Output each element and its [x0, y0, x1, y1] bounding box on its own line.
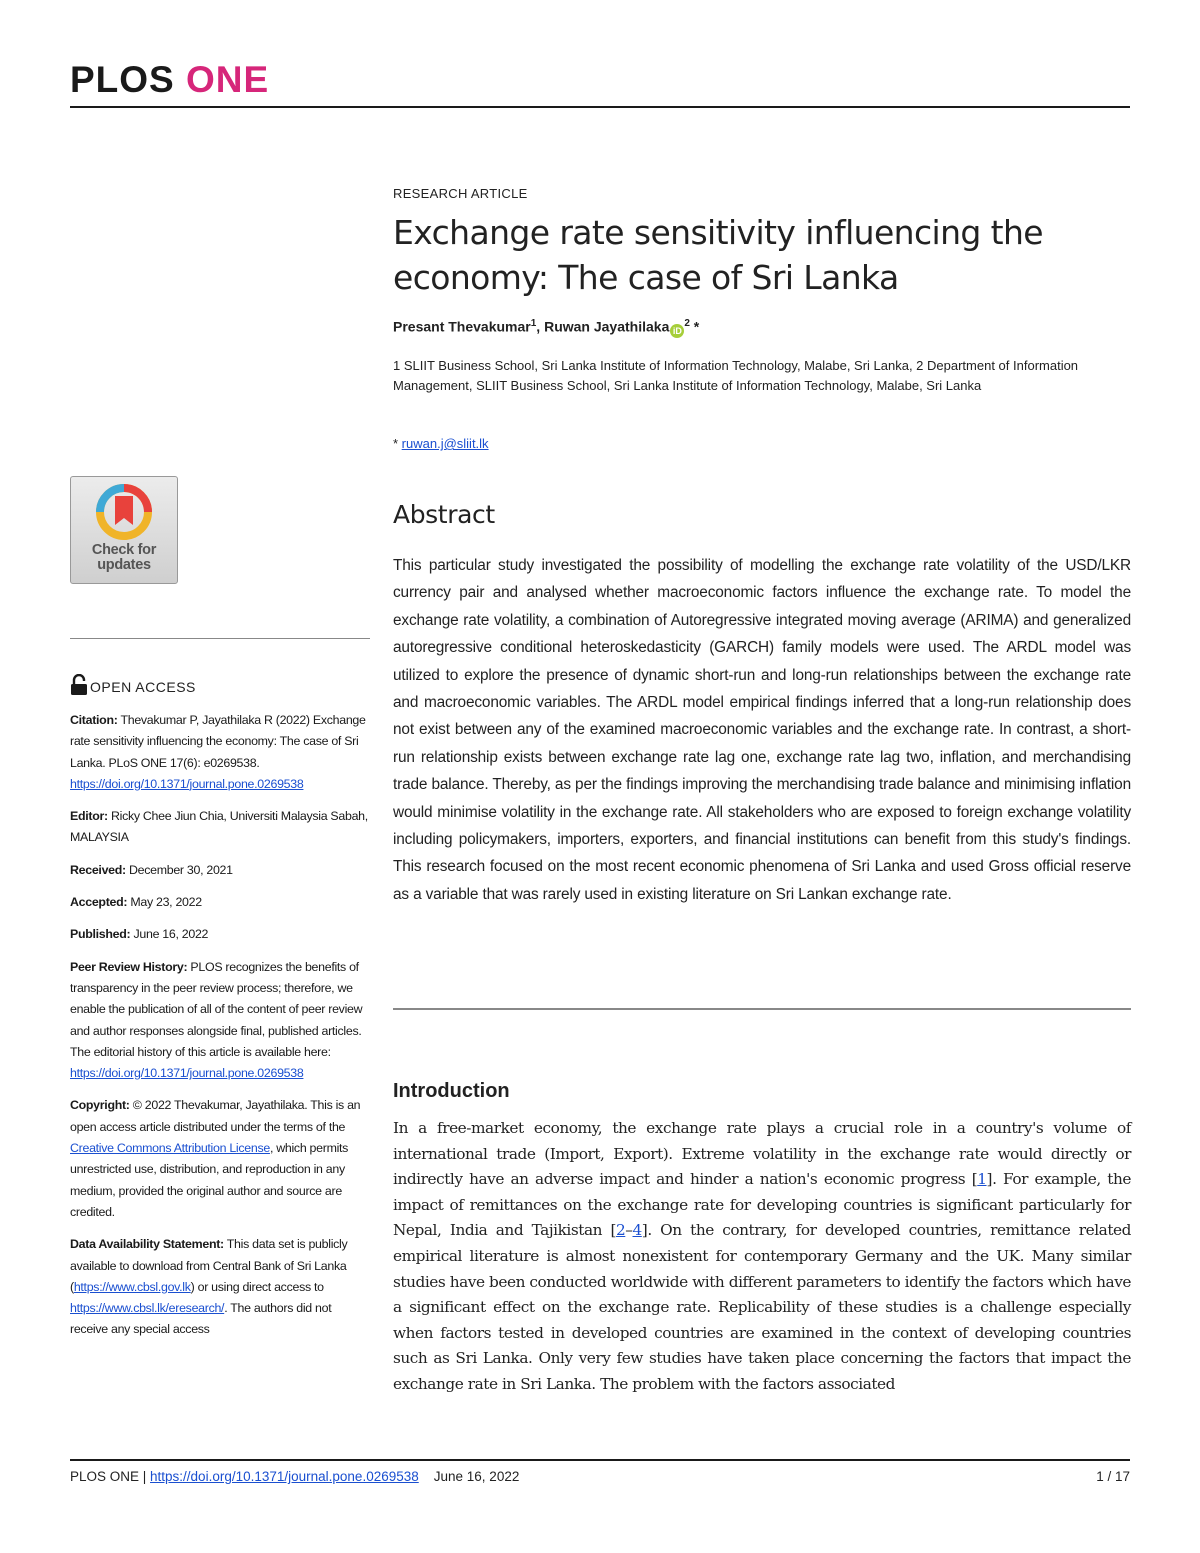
author-list: [393, 318, 699, 338]
check-line-1: Check for: [91, 542, 157, 558]
editor-label: Editor:: [70, 809, 108, 824]
author-name: Presant Thevakumar: [393, 318, 531, 335]
email-link[interactable]: ruwan.j@sliit.lk: [401, 436, 489, 451]
open-access-label: [70, 674, 196, 696]
data-availability-text: ) or using direct access to: [190, 1279, 324, 1294]
plos-one-logo: [70, 58, 269, 102]
intro-text-segment: In a free-market economy, the exchange rate plays a crucial role in a country's volume of international trade (Import, Export). Extreme volatility in the exchange rate would directly or indirectly have an adverse impact and hinder a nation's economic progress [: [393, 1119, 1131, 1189]
footer-divider: [70, 1459, 1130, 1461]
published-date: [70, 924, 370, 945]
logo-plos: PLOS: [70, 59, 175, 100]
footer-date: June 16, 2022: [433, 1469, 520, 1484]
header-divider: [70, 106, 1130, 108]
logo-one: ONE: [186, 59, 270, 100]
check-for-updates-label: [71, 543, 177, 573]
data-availability: [70, 1234, 370, 1340]
peer-review-label: Peer Review History:: [70, 959, 188, 974]
reference-link[interactable]: 4: [632, 1221, 642, 1240]
open-access-text: OPEN ACCESS: [90, 679, 196, 695]
citation-text: Thevakumar P, Jayathilaka R (2022) Exchange rate sensitivity influencing the economy: The case of Sri Lanka. PLoS ONE 17(6): e0269538.: [70, 713, 366, 770]
author-affil-marker: 2: [684, 318, 690, 329]
author-separator: ,: [536, 318, 545, 335]
open-lock-icon: [70, 674, 88, 696]
peer-review-text: PLOS recognizes the benefits of transparency in the peer review process; therefore, we enable the publication of all of the content of peer review and author responses alongside final, published articles. The editorial history of this article is available here:: [70, 959, 363, 1059]
introduction-text: [393, 1116, 1131, 1398]
article-metadata: [70, 710, 370, 1352]
check-for-updates-badge[interactable]: [70, 476, 178, 584]
received-label: Received:: [70, 862, 126, 877]
citation-doi-link[interactable]: https://doi.org/10.1371/journal.pone.0269538: [70, 776, 304, 791]
orcid-icon[interactable]: iD: [670, 324, 684, 338]
license-link[interactable]: Creative Commons Attribution License: [70, 1141, 270, 1156]
data-availability-text: This data set is publicly available to download from Central Bank of Sri Lanka (: [70, 1237, 348, 1294]
abstract-divider: [393, 1008, 1131, 1010]
peer-review-link[interactable]: https://doi.org/10.1371/journal.pone.0269538: [70, 1066, 304, 1081]
citation-label: Citation:: [70, 713, 118, 727]
accepted-date: [70, 892, 370, 913]
footer-journal: PLOS ONE |: [70, 1469, 151, 1484]
author-name: Ruwan Jayathilaka: [544, 318, 670, 335]
intro-text-segment: ]. For example, the impact of remittances on the exchange rate for developing countries is significant particularly for Nepal, India and Tajikistan [: [393, 1170, 1132, 1240]
accepted-text: May 23, 2022: [127, 895, 202, 910]
copyright-text: © 2022 Thevakumar, Jayathilaka. This is an open access article distributed under the terms of the: [70, 1098, 361, 1134]
published-text: June 16, 2022: [130, 927, 209, 942]
copyright-text: , which permits unrestricted use, distribution, and reproduction in any medium, provided the original author and source are credited.: [70, 1141, 349, 1219]
corresponding-mark: *: [689, 318, 700, 335]
published-label: Published:: [70, 927, 131, 942]
article-type: RESEARCH ARTICLE: [393, 186, 528, 201]
page-number: 1 / 17: [1096, 1469, 1130, 1484]
check-line-2: updates: [97, 557, 151, 573]
cbsl-link[interactable]: https://www.cbsl.gov.lk: [73, 1279, 191, 1294]
corresponding-email: [393, 436, 489, 451]
footer-citation: [70, 1469, 519, 1484]
eresearch-link[interactable]: https://www.cbsl.lk/eresearch/: [70, 1301, 225, 1316]
abstract-heading: Abstract: [393, 500, 495, 529]
editor: [70, 806, 370, 849]
crossmark-icon: [95, 483, 153, 541]
editor-text: Ricky Chee Jiun Chia, Universiti Malaysia Sabah, MALAYSIA: [70, 809, 368, 845]
received-date: [70, 860, 370, 881]
affiliations: 1 SLIIT Business School, Sri Lanka Institute of Information Technology, Malabe, Sri Lanka, 2 Department of Information Management, SLIIT Business School, Sri Lanka Institute of Information Technology, Malabe, Sri Lanka: [393, 358, 1079, 393]
author-affil-marker: 1: [530, 318, 537, 329]
accepted-label: Accepted:: [70, 895, 128, 910]
footer-doi-link[interactable]: https://doi.org/10.1371/journal.pone.0269538: [150, 1469, 419, 1484]
intro-text-segment: ]. On the contrary, for developed countries, remittance related empirical literature is almost nonexistent for contemporary Germany and the UK. Many similar studies have been conducted worldwide with different parameters to identify the factors which have a significant effect on the exchange rate. Replicability of these studies is a challenge especially when factors tested in developed countries are examined in the context of developing countries such as Sri Lanka. Only very few studies have taken place concerning the factors that impact the exchange rate in Sri Lanka. The problem with the factors associated: [393, 1221, 1131, 1393]
article-title: Exchange rate sensitivity influencing the economy: The case of Sri Lanka: [393, 213, 1044, 297]
introduction-heading: Introduction: [393, 1080, 510, 1102]
abstract-text: This particular study investigated the possibility of modelling the exchange rate volatility of the USD/LKR currency pair and analysed whether macroeconomic factors influence the exchange rate. To model the exchange rate volatility, a combination of Autoregressive integrated moving average (ARIMA) and generalized autoregressive conditional heteroskedasticity (GARCH) family models were used. The ARDL model was utilized to explore the presence of dynamic short-run and long-run relationships between the exchange rate and macroeconomic variables. The ARDL model empirical findings inferred that a long-run relationship does not exist between any of the examined macroeconomic variables and the exchange rate. In contrast, a short-run relationship exists between exchange rate lag one, exchange rate lag two, inflation, and merchandising trade balance. Thereby, as per the findings improving the merchandising trade balance and minimising inflation would minimise volatility in the exchange rate. All stakeholders who are exposed to foreign exchange volatility including policymakers, importers, exporters, and financial institutions can benefit from this study's findings. This research focused on the most recent economic phenomena of Sri Lanka and used Gross official reserve as a variable that was rarely used in existing literature on Sri Lankan exchange rate.: [393, 557, 1131, 903]
copyright-label: Copyright:: [70, 1098, 130, 1113]
sidebar-divider: [70, 638, 370, 639]
reference-dash: –: [625, 1221, 633, 1240]
received-text: December 30, 2021: [125, 862, 233, 877]
reference-link[interactable]: 1: [977, 1170, 987, 1189]
data-availability-label: Data Availability Statement:: [70, 1237, 224, 1252]
peer-review-history: [70, 957, 370, 1085]
reference-link[interactable]: 2: [616, 1221, 626, 1240]
data-availability-text: . The authors did not receive any special access: [70, 1301, 332, 1337]
citation: [70, 710, 370, 795]
copyright: [70, 1095, 370, 1223]
corresponding-star: *: [393, 436, 402, 451]
